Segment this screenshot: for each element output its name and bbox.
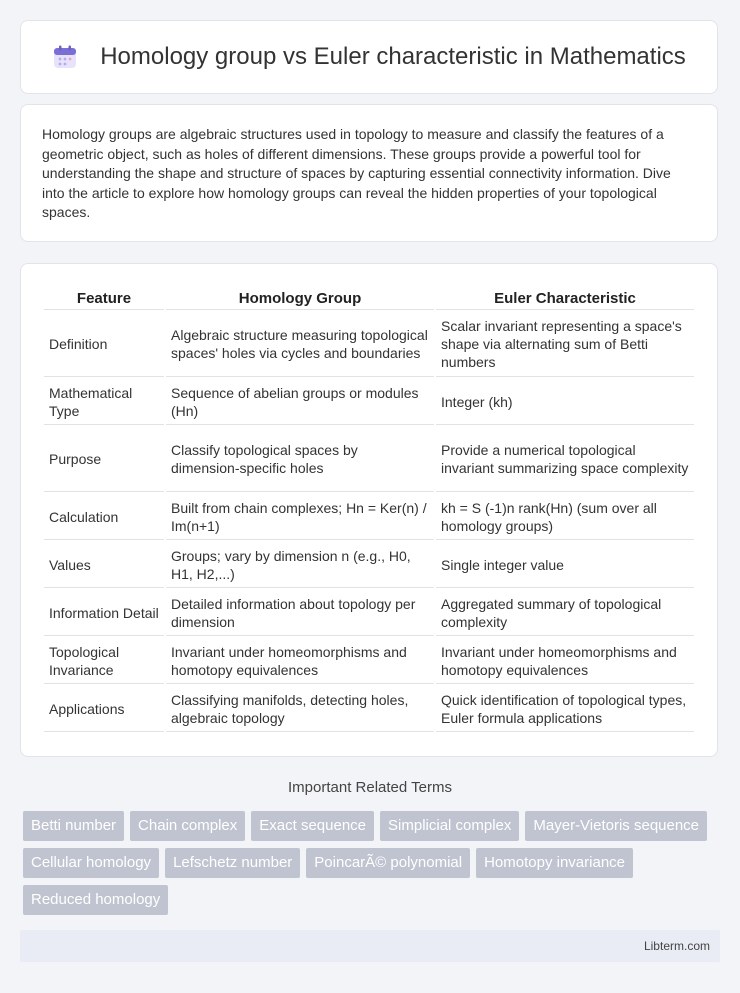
euler-cell: Provide a numerical topological invariant summarizing space complexity [436, 427, 694, 492]
tag-mayer-vietoris-sequence[interactable]: Mayer-Vietoris sequence [525, 811, 707, 841]
column-header: Homology Group [166, 286, 434, 310]
tag-cellular-homology[interactable]: Cellular homology [23, 848, 159, 878]
related-tags [23, 811, 723, 915]
homology-cell: Invariant under homeomorphisms and homotopy equivalences [166, 638, 434, 684]
euler-cell: Scalar invariant representing a space's shape via alternating sum of Betti numbers [436, 312, 694, 377]
tag-poincare-polynomial[interactable]: PoincarÃ© polynomial [306, 848, 470, 878]
homology-cell: Built from chain complexes; Hn = Ker(n) / Im(n+1) [166, 494, 434, 540]
feature-cell: Topological Invariance [44, 638, 164, 684]
feature-cell: Values [44, 542, 164, 588]
tag-homotopy-invariance[interactable]: Homotopy invariance [476, 848, 633, 878]
column-header: Feature [44, 286, 164, 310]
intro-text: Homology groups are algebraic structures used in topology to measure and classify the features of a geometric object, such as holes of different dimensions. These groups provide a powerful tool for understanding the shape and structure of spaces by capturing essential connectivity information. Dive into the article to explore how homology groups can reveal the hidden properties of your topological spaces. [42, 126, 671, 220]
table-row [44, 686, 694, 732]
euler-cell: Integer (kh) [436, 379, 694, 425]
feature-cell: Applications [44, 686, 164, 732]
tag-reduced-homology[interactable]: Reduced homology [23, 885, 168, 915]
footer [20, 930, 720, 962]
table-row [44, 379, 694, 425]
table-row [44, 312, 694, 377]
related-terms-title: Important Related Terms [288, 779, 452, 796]
column-header: Euler Characteristic [436, 286, 694, 310]
homology-cell: Classify topological spaces by dimension-specific holes [166, 427, 434, 492]
feature-cell: Purpose [44, 427, 164, 492]
homology-cell: Groups; vary by dimension n (e.g., H0, H1, H2,...) [166, 542, 434, 588]
euler-cell: Invariant under homeomorphisms and homotopy equivalences [436, 638, 694, 684]
table-row [44, 494, 694, 540]
header-card [20, 20, 718, 94]
tag-chain-complex[interactable]: Chain complex [130, 811, 245, 841]
tag-lefschetz-number[interactable]: Lefschetz number [165, 848, 300, 878]
feature-cell: Mathematical Type [44, 379, 164, 425]
feature-cell: Calculation [44, 494, 164, 540]
footer-site-link[interactable]: Libterm.com [643, 939, 710, 953]
feature-cell: Information Detail [44, 590, 164, 636]
tag-simplicial-complex[interactable]: Simplicial complex [380, 811, 519, 841]
table-header-row [44, 286, 694, 310]
comparison-card [20, 263, 718, 757]
homology-cell: Sequence of abelian groups or modules (Hn) [166, 379, 434, 425]
table-row [44, 638, 694, 684]
intro-card [20, 104, 718, 242]
tag-betti-number[interactable]: Betti number [23, 811, 124, 841]
page-title: Homology group vs Euler characteristic in Mathematics [100, 43, 686, 70]
homology-cell: Classifying manifolds, detecting holes, algebraic topology [166, 686, 434, 732]
euler-cell: Aggregated summary of topological complexity [436, 590, 694, 636]
homology-cell: Detailed information about topology per dimension [166, 590, 434, 636]
euler-cell: kh = S (-1)n rank(Hn) (sum over all homology groups) [436, 494, 694, 540]
tag-exact-sequence[interactable]: Exact sequence [251, 811, 374, 841]
feature-cell: Definition [44, 312, 164, 377]
table-row [44, 590, 694, 636]
comparison-table [42, 284, 696, 734]
euler-cell: Quick identification of topological types, Euler formula applications [436, 686, 694, 732]
table-row [44, 427, 694, 492]
euler-cell: Single integer value [436, 542, 694, 588]
homology-cell: Algebraic structure measuring topological spaces' holes via cycles and boundaries [166, 312, 434, 377]
calendar-icon [52, 44, 78, 70]
table-row [44, 542, 694, 588]
